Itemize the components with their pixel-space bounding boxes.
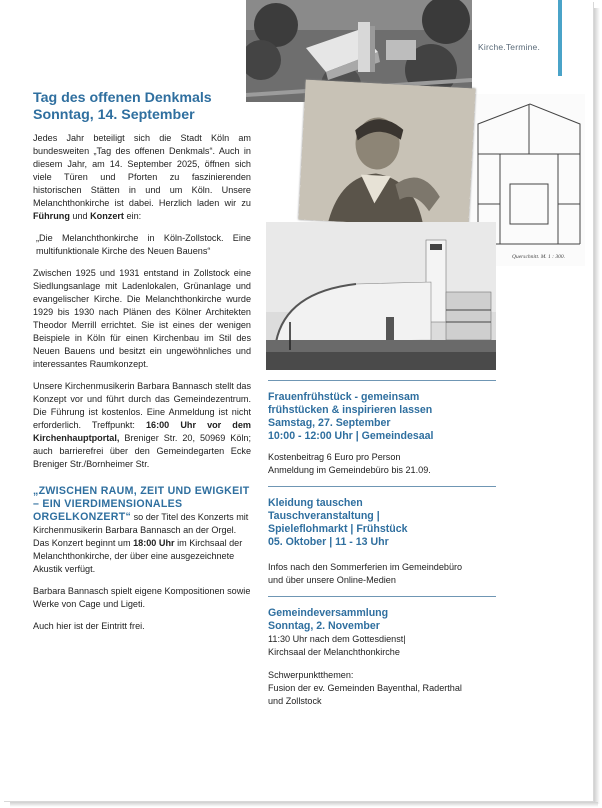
event-details	[268, 451, 496, 477]
tour-bold-meeting: 16:00 Uhr vor dem Kirchenhauptportal,	[33, 420, 251, 443]
admission-paragraph: Auch hier ist der Eintritt frei.	[33, 621, 145, 631]
event-title-line: Sonntag, 2. November	[268, 620, 380, 632]
event-separator	[268, 596, 496, 597]
event-kleidung	[268, 497, 496, 587]
event-title-line: frühstücken & inspirieren lassen	[268, 404, 433, 416]
event-detail-line: Fusion der ev. Gemeinden Bayenthal, Raderthal	[268, 683, 462, 693]
event-detail-line: Kirchsaal der Melanchthonkirche	[268, 647, 400, 657]
concert-text-end: im Kirchsaal der Melanchthonkirche, der über eine ausgezeichnete Akustik verfügt.	[33, 538, 243, 574]
article-title-line1: Tag des offenen Denkmals	[33, 90, 212, 106]
article-title-line2: Sonntag, 14. September	[33, 107, 195, 123]
header-label: Kirche.Termine.	[478, 42, 541, 52]
page-shadow-bottom	[10, 802, 598, 807]
tour-text-end: Breniger Str. 20, 50969 Köln; auch barrierefrei über den Gemeindegarten Ecke Breniger Str./Bornheimer Str.	[33, 433, 251, 469]
intro-paragraph	[33, 132, 251, 223]
event-gemeindeversammlung	[268, 607, 496, 708]
event-detail-line: Kostenbeitrag 6 Euro pro Person	[268, 452, 401, 462]
intro-text-and: und	[69, 211, 91, 221]
article-column	[33, 90, 251, 642]
event-title-line: 05. Oktober | 11 - 13 Uhr	[268, 536, 389, 548]
event-detail-line: und Zollstock	[268, 696, 322, 706]
history-paragraph: Zwischen 1925 und 1931 entstand in Zollstock eine Siedlungsanlage mit Ladenlokalen, Grünanlage und evangelischer Kirche. Die Melanchthonkirche wurde 1929 bis 1930 nach Plänen des Kölner Architekten Theodor Merrill errichtet. Sie ist eines der wenigen Beispiele in Köln für einen Kirchenbau im Stil des Neuen Bauens und besitzt ein ungewöhnliches und interessantes Raumkonzept.	[33, 268, 251, 369]
event-title-line: Frauenfrühstück - gemeinsam	[268, 391, 420, 403]
event-title-line: 10:00 - 12:00 Uhr | Gemeindesaal	[268, 430, 434, 442]
event-detail-spacer	[268, 659, 496, 669]
tour-paragraph	[33, 380, 251, 471]
architect-portrait-photo	[298, 80, 475, 229]
article-title	[33, 90, 251, 124]
church-exterior-photo	[266, 222, 496, 370]
event-separator	[268, 380, 496, 381]
event-detail-line: Anmeldung im Gemeindebüro bis 21.09.	[268, 465, 431, 475]
event-detail-line: Infos nach den Sommerferien im Gemeindebüro	[268, 562, 463, 572]
intro-bold-fuehrung: Führung	[33, 211, 70, 221]
tour-text: Unsere Kirchenmusikerin Barbara Bannasch stellt das Konzept vor und führt durch das Gemeindezentrum. Die Führung ist kostenlos. Eine Anmeldung ist nicht erforderlich. Treffpunkt:	[33, 381, 251, 430]
event-title-line: Gemeindeversammlung	[268, 607, 389, 619]
concert-paragraph	[33, 485, 251, 576]
event-title	[268, 391, 496, 443]
event-title	[268, 607, 496, 633]
intro-text-end: ein:	[123, 211, 142, 221]
intro-text: Jedes Jahr beteiligt sich die Stadt Köln am bundesweiten „Tag des offenen Denkmals“. Auch in diesem Jahr, am 14. September 2025, öffnen sich viele Türen und Pforten zu faszinierenden historischen Stätten in und um Köln. Unsere Melanchthonkirche ist dabei. Herzlich laden wir zu	[33, 133, 251, 208]
event-details	[268, 561, 496, 587]
event-details	[268, 633, 496, 708]
concert-text: so der Titel des Konzerts mit Kirchenmusikerin Barbara Bannasch an der Orgel. Das Konzert beginnt um	[33, 512, 249, 548]
quote-paragraph: „Die Melanchthonkirche in Köln-Zollstock. Eine multifunktionale Kirche des Neuen Bauens“	[36, 233, 251, 256]
event-title-line: Kleidung tauschen	[268, 497, 363, 509]
event-title	[268, 497, 496, 549]
event-detail-line: Schwerpunktthemen:	[268, 670, 354, 680]
event-title-line: Spieleflohmarkt | Frühstück	[268, 523, 408, 535]
event-title-line: Samstag, 27. September	[268, 417, 391, 429]
concert-bold-time: 18:00 Uhr	[133, 538, 175, 548]
drawing-caption: Querschnitt. M. 1 : 300.	[512, 254, 566, 260]
event-detail-line: 11:30 Uhr nach dem Gottesdienst|	[268, 634, 406, 644]
event-detail-line: und über unsere Online-Medien	[268, 575, 396, 585]
concert-title: „ZWISCHEN RAUM, ZEIT UND EWIGKEIT – EIN VIERDIMENSIONALES ORGELKONZERT“	[33, 485, 250, 523]
accent-bar	[558, 0, 562, 76]
events-column	[268, 380, 496, 708]
event-separator	[268, 486, 496, 487]
program-paragraph: Barbara Bannasch spielt eigene Kompositionen sowie Werke von Cage und Ligeti.	[33, 586, 251, 609]
event-title-line: Tauschveranstaltung |	[268, 510, 380, 522]
event-fruehstueck	[268, 391, 496, 477]
page-shadow-right	[594, 8, 600, 804]
intro-bold-konzert: Konzert	[90, 211, 124, 221]
